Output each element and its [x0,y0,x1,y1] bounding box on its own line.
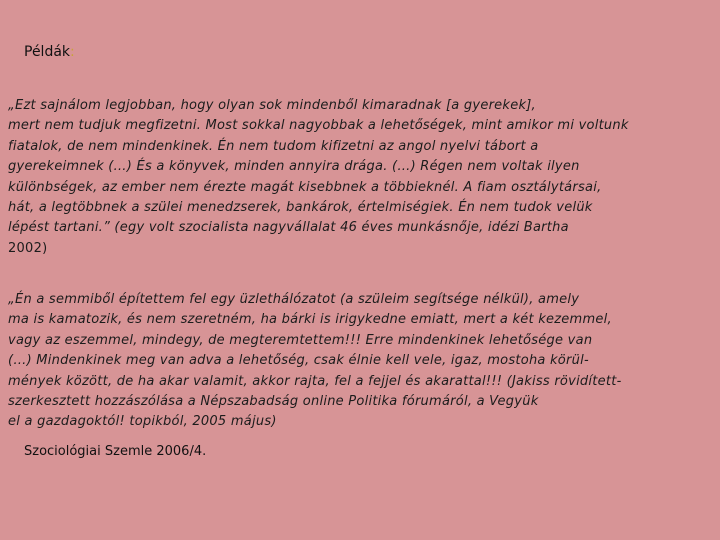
quote-2-line: szerkesztett hozzászólása a Népszabadság online Politika fórumáról, a Vegyük [8,394,539,410]
source-citation: Szociológiai Szemle 2006/4. [24,444,207,459]
quote-block-1 [8,96,718,259]
quote-1-line: mert nem tudjuk megfizetni. Most sokkal nagyobbak a lehetőségek, mint amikor mi voltunk [8,118,629,134]
quote-2-line: mények között, de ha akar valamit, akkor rajta, fel a fejjel és akarattal!!! (Jakiss rövidített- [8,373,622,389]
quote-2-line: (…) Mindenkinek meg van adva a lehetőség, csak élnie kell vele, igaz, mostoha körül- [8,353,589,369]
quote-1-line: különbségek, az ember nem érezte magát kisebbnek a többieknél. A fiam osztálytársai, [8,179,602,195]
quote-2-line: ma is kamatozik, és nem szeretném, ha bárki is irigykedne emiatt, mert a két kezemmel, [8,312,612,328]
quote-1-line: lépést tartani.” (egy volt szocialista nagyvállalat 46 éves munkásnője, idézi Bartha [8,220,569,236]
quote-1-line: hát, a legtöbbnek a szülei menedzserek, bankárok, értelmiségiek. Én nem tudok velük [8,200,593,216]
quote-2-line: vagy az eszemmel, mindegy, de megteremtettem!!! Erre mindenkinek lehetősége van [8,332,593,348]
quote-1-last-line: 2002) [8,240,48,256]
heading-colon: : [70,44,75,60]
heading-label: Példák [24,44,71,60]
page-heading [24,44,75,60]
quote-1-line: gyerekeimnek (…) És a könyvek, minden annyira drága. (…) Régen nem voltak ilyen [8,159,580,175]
quote-block-2 [8,290,718,433]
quote-2-line: el a gazdagoktól! topikból, 2005 május) [8,414,277,430]
quote-1-line: fiatalok, de nem mindenkinek. Én nem tudom kifizetni az angol nyelvi tábort a [8,138,539,154]
quote-2-line: „Én a semmiből építettem fel egy üzlethálózatot (a szüleim segítsége nélkül), amely [8,292,580,307]
quote-1-line: „Ezt sajnálom legjobban, hogy olyan sok mindenből kimaradnak [a gyerekek], [8,98,536,113]
